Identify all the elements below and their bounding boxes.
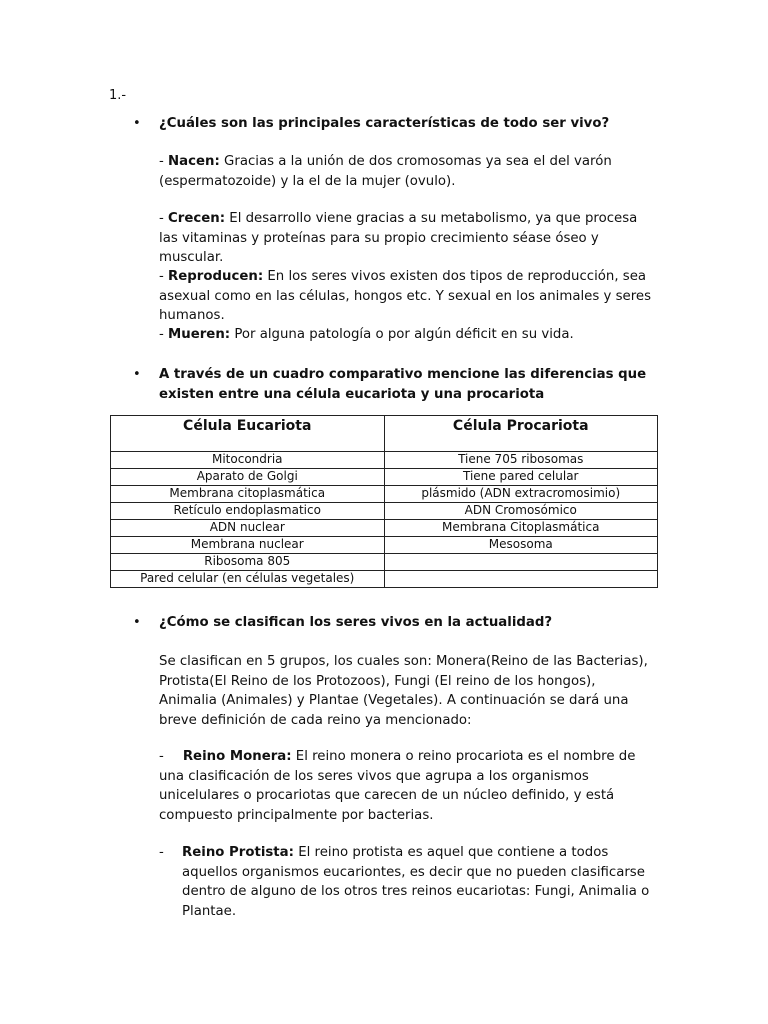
table-row <box>111 486 658 503</box>
section-number: 1.- <box>109 88 127 103</box>
dash: - <box>159 327 169 342</box>
dash: - <box>159 211 169 226</box>
cell-eucariota: Membrana citoplasmática <box>111 486 385 503</box>
cell-eucariota: Pared celular (en células vegetales) <box>111 571 385 588</box>
table-row <box>111 571 658 588</box>
dash: - <box>159 154 169 169</box>
cell-eucariota: Membrana nuclear <box>111 537 385 554</box>
term: Crecen: <box>168 211 226 226</box>
header-eucariota: Célula Eucariota <box>111 416 385 452</box>
description: Por alguna patología o por algún déficit en su vida. <box>230 327 574 342</box>
question-2: A través de un cuadro comparativo mencione las diferencias que existen entre una célula eucariota y una procariota <box>159 367 647 402</box>
bullet-icon: • <box>133 116 141 131</box>
cell-procariota: Tiene pared celular <box>384 469 658 486</box>
characteristic-reproducen <box>159 267 659 326</box>
cell-procariota <box>384 554 658 571</box>
cell-eucariota: Mitocondria <box>111 452 385 469</box>
cell-procariota: Tiene 705 ribosomas <box>384 452 658 469</box>
table-header-row <box>111 416 658 452</box>
description: El desarrollo viene gracias a su metabolismo, ya que procesa las vitaminas y proteínas para su propio crecimiento séase óseo y muscular. <box>159 211 638 265</box>
bullet-icon: • <box>133 367 141 382</box>
term: Reino Monera: <box>182 749 292 764</box>
table-row <box>111 452 658 469</box>
cell-procariota <box>384 571 658 588</box>
table-row <box>111 554 658 571</box>
table-row <box>111 469 658 486</box>
bullet-icon: • <box>133 615 141 630</box>
cell-procariota: Membrana Citoplasmática <box>384 520 658 537</box>
description: El reino protista es aquel que contiene a todos aquellos organismos eucariontes, es decir que no pueden clasificarse dentro de alguno de los otros tres reinos eucariotas: Fungi, Animalia o Plantae. <box>182 845 650 919</box>
table-row <box>111 520 658 537</box>
reino-protista <box>182 843 652 921</box>
term: Reino Protista: <box>182 845 294 860</box>
cell-eucariota: Ribosoma 805 <box>111 554 385 571</box>
dash: - <box>159 845 164 860</box>
cell-procariota: ADN Cromosómico <box>384 503 658 520</box>
description: En los seres vivos existen dos tipos de reproducción, sea asexual como en las células, hongos etc. Y sexual en los animales y seres humanos. <box>159 269 651 323</box>
cell-eucariota: Retículo endoplasmatico <box>111 503 385 520</box>
header-procariota: Célula Procariota <box>384 416 658 452</box>
cell-eucariota: Aparato de Golgi <box>111 469 385 486</box>
question-3: ¿Cómo se clasifican los seres vivos en la actualidad? <box>159 615 553 630</box>
table-row <box>111 503 658 520</box>
term: Nacen: <box>168 154 220 169</box>
dash: - <box>159 269 169 284</box>
characteristic-nacen <box>159 152 659 191</box>
description: El reino monera o reino procariota es el nombre de una clasificación de los seres vivos que agrupa a los organismos unicelulares o procariotas que carecen de un núcleo definido, y está compuesto principalmente por bacterias. <box>159 749 636 823</box>
description: Gracias a la unión de dos cromosomas ya sea el del varón (espermatozoide) y la el de la mujer (ovulo). <box>159 154 612 189</box>
cell-procariota: Mesosoma <box>384 537 658 554</box>
cell-procariota: plásmido (ADN extracromosimio) <box>384 486 658 503</box>
term: Mueren: <box>168 327 231 342</box>
classification-intro: Se clasifican en 5 grupos, los cuales son: Monera(Reino de las Bacterias), Protista(El Reino de los Protozoos), Fungi (El reino de los hongos), Animalia (Animales) y Plantae (Vegetales). A continuación se dará una breve definición de cada reino ya mencionado: <box>159 654 648 728</box>
characteristic-crecen <box>159 209 659 268</box>
dash: - <box>159 749 164 764</box>
cell-eucariota: ADN nuclear <box>111 520 385 537</box>
comparison-table <box>110 415 658 588</box>
table-row <box>111 537 658 554</box>
term: Reproducen: <box>168 269 264 284</box>
reino-monera <box>159 747 649 825</box>
characteristic-mueren <box>159 325 659 345</box>
question-1: ¿Cuáles son las principales características de todo ser vivo? <box>159 116 610 131</box>
